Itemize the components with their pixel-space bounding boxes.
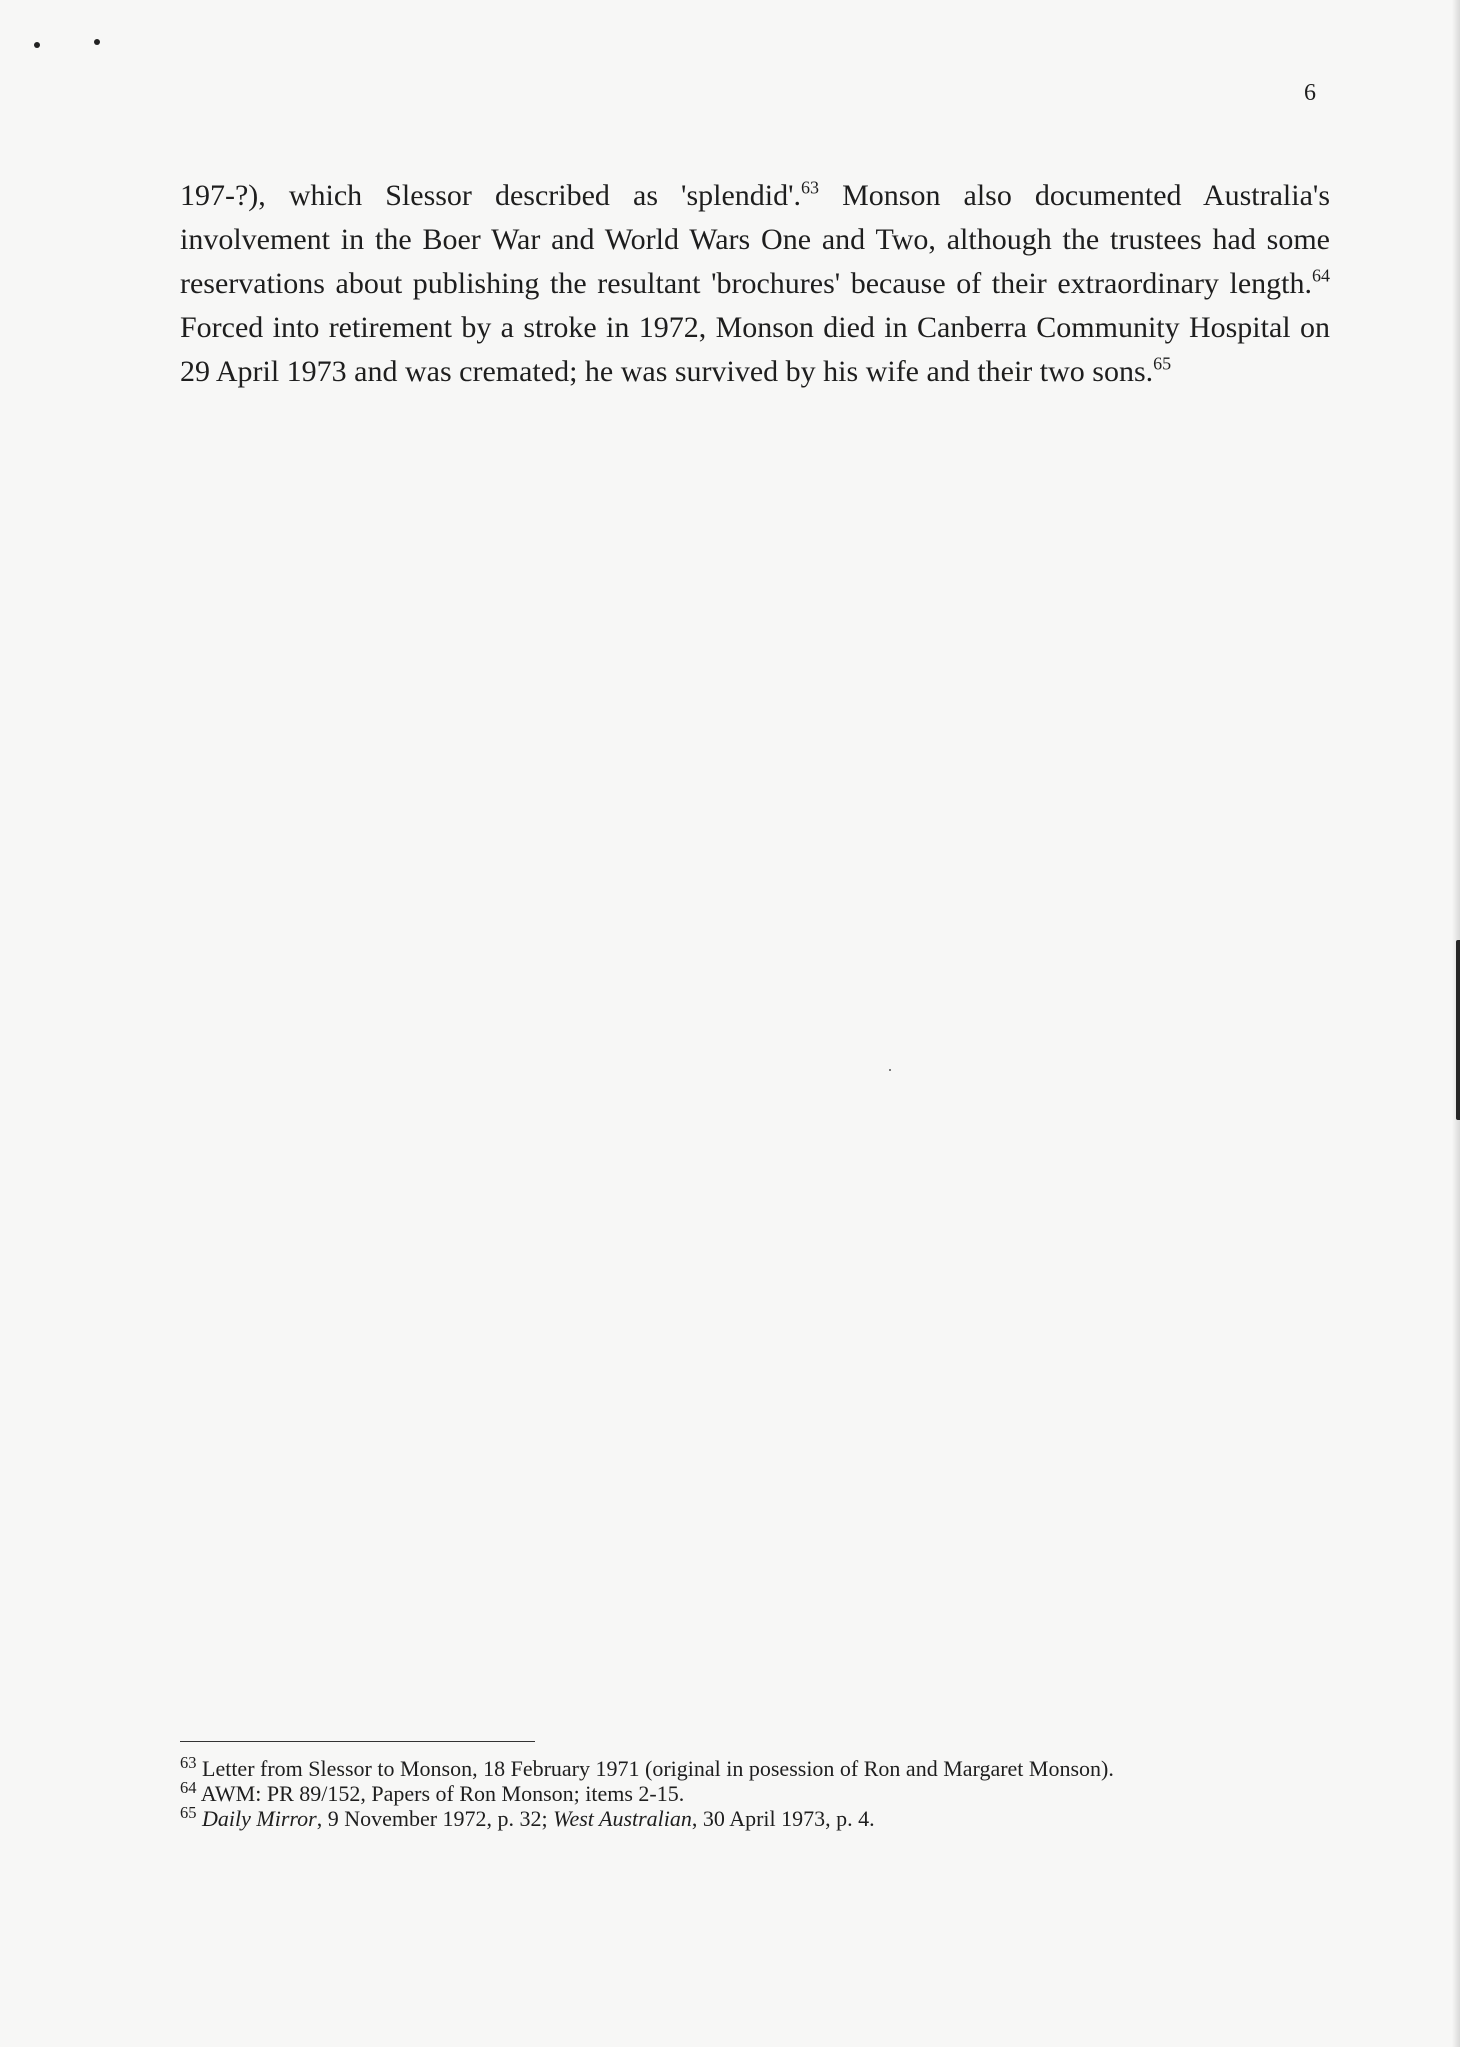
footnote-63 bbox=[180, 1752, 1330, 1781]
punch-dot-mark bbox=[94, 39, 100, 45]
footnote-separator bbox=[180, 1741, 535, 1742]
footnotes bbox=[180, 1752, 1330, 1831]
footnote-marker: 64 bbox=[180, 1777, 197, 1797]
footnote-text: , 30 April 1973, p. 4. bbox=[691, 1806, 875, 1831]
scan-speck bbox=[889, 1069, 891, 1071]
body-paragraph bbox=[180, 174, 1330, 394]
footnote-65 bbox=[180, 1802, 1330, 1831]
footnote-ref-64[interactable]: 64 bbox=[1312, 265, 1330, 286]
footnote-marker: 63 bbox=[180, 1752, 197, 1772]
footnote-marker: 65 bbox=[180, 1802, 197, 1822]
body-sentence: Forced into retirement by a stroke in 1972, Monson died in Canberra Community Hospital on 29 April 1973 and was cremated; he was survived by his wife and their two sons. bbox=[180, 311, 1330, 388]
body-sentence: 197-?), which Slessor described as 'splendid'. bbox=[180, 179, 802, 212]
footnote-ref-65[interactable]: 65 bbox=[1153, 353, 1172, 374]
page-number: 6 bbox=[1304, 80, 1316, 106]
scan-edge-shadow bbox=[1456, 940, 1460, 1120]
publication-title: Daily Mirror bbox=[202, 1806, 317, 1831]
footnote-text: AWM: PR 89/152, Papers of Ron Monson; items 2-15. bbox=[196, 1781, 685, 1806]
footnote-ref-63[interactable]: 63 bbox=[801, 177, 820, 198]
body-sentence: Monson also documented Australia's involvement in the Boer War and World Wars One and Two, although the trustees had some reservations about publishing the resultant 'brochures' because of their extraordinary length. bbox=[180, 179, 1330, 300]
punch-dot-mark bbox=[34, 42, 40, 48]
footnote-64 bbox=[180, 1777, 1330, 1806]
footnote-text: , 9 November 1972, p. 32; bbox=[316, 1806, 554, 1831]
footnote-text: Letter from Slessor to Monson, 18 February 1971 (original in posession of Ron and Margaret Monson). bbox=[196, 1756, 1114, 1781]
publication-title: West Australian bbox=[553, 1806, 692, 1831]
